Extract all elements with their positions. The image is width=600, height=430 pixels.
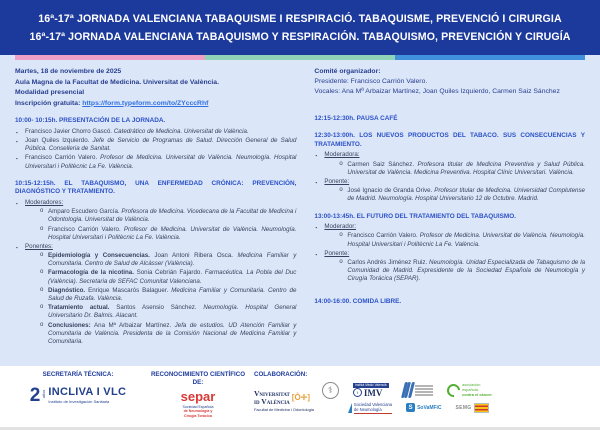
bullet-circle-icon: o (40, 252, 44, 259)
speaker-name: José Ignacio de Granda Orive. (347, 187, 435, 195)
speaker-row (40, 269, 296, 285)
group-label-row (314, 250, 585, 258)
speaker-row (339, 232, 585, 248)
bullet-circle-icon: o (40, 225, 44, 232)
talk-topic: Tratamiento actual. (48, 304, 117, 312)
session-title: 12:30-13:00h. LOS NUEVOS PRODUCTOS DEL TABACO. SUS CONSECUENCIAS Y TRATAMIENTO. (314, 132, 585, 148)
sovamfic-logo: S SoVaMFiC (406, 403, 441, 412)
colaboracion-block (254, 371, 586, 430)
speaker-role: Jefe de Servicio de Programas de Salud. Dirección General de Salud Pública. Conselleria de Sanitat. (25, 136, 297, 153)
speaker-name: Joan Quiles Izquierdo. (25, 136, 93, 144)
program-right-sessions (314, 115, 585, 307)
speaker-name: Ana Mª Arbaizar Martínez. (94, 321, 175, 329)
speaker-name: Enrique Mascarós Balaguer. (88, 286, 172, 294)
event-venue: Aula Magna de la Facultat de Medicina. Universitat de València. (15, 78, 219, 86)
group-label: Ponentes: (25, 242, 53, 250)
incliva-anniversary-number: 2 (29, 384, 41, 406)
uv-sundial-icon: [Ò✛] (291, 393, 311, 403)
registration-label: Inscripción gratuita: (15, 99, 83, 107)
header-banner (0, 0, 600, 55)
event-modality: Modalidad presencial (15, 89, 85, 97)
speaker-name: Francisco Carrión Valero. (25, 154, 101, 162)
bullet-square-icon: ▪ (315, 180, 318, 186)
speaker-name: Joan Antoni Ribera Osca. (154, 252, 238, 260)
group-label: Moderador: (324, 223, 357, 231)
speaker-row (339, 187, 585, 203)
group-label: Ponente: (324, 249, 350, 257)
semg-logo: SEMG (456, 403, 490, 413)
speaker-text (48, 304, 296, 320)
speaker-row (15, 128, 296, 136)
session-block (15, 180, 296, 346)
logo-row-1 (322, 382, 586, 399)
speaker-role: Catedrático de Medicina. Universitat de València. (113, 127, 249, 135)
bullet-square-icon: ▪ (16, 138, 18, 144)
talk-topic: Farmacología de la nicotina. (48, 269, 137, 277)
footer (0, 366, 600, 430)
secretaria-heading: SECRETARÍA TÉCNICA: (42, 371, 114, 378)
speaker-role: Profesor titular de Medicina. Universidad Complutense de Madrid. Neumología. Hospital Universitario 12 de Octubre. Madrid. (347, 187, 585, 203)
program-left-sessions (15, 117, 296, 346)
speaker-text (347, 187, 585, 203)
incliva-logo (14, 386, 142, 405)
speaker-name: Sonia Cebrián Fajardo. (136, 269, 205, 277)
speaker-role: Medicina Familiar y Comunitaria. Centro de Salud de Ruzafa. València. (48, 286, 297, 303)
speaker-role: Neumología. Hospital General Universitario Dr. Balmis. Alacant. (48, 304, 297, 320)
committee-title: Comité organizador: (314, 68, 381, 75)
session-title: 10:15-12:15h. EL TABAQUISMO, UNA ENFERMEDAD CRÓNICA: PREVENCIÓN, DIAGNÓSTICO Y TRATAMIENTO. (15, 179, 297, 196)
group-label: Ponente: (324, 178, 350, 186)
bullet-square-icon: ▪ (16, 129, 18, 135)
colegio-medicos-logo (403, 382, 434, 398)
speaker-row (40, 208, 296, 224)
speaker-text (48, 322, 296, 347)
secretaria-tecnica-block (14, 371, 142, 430)
uv-wordmark: Vniversitat id València (254, 388, 290, 406)
speaker-role: Profesor de Medicina. Universitat de València. Neumología. Hospital Universitari i Politècnic La Fe. València. (48, 225, 297, 241)
talk-topic: Epidemiología y Consecuencias. (48, 252, 155, 260)
imv-emblem-icon: ⚕ (353, 388, 362, 397)
registration-line (15, 99, 296, 110)
program-content (0, 60, 600, 366)
speaker-text (347, 232, 585, 248)
speaker-role: Farmacéutica. La Pobla del Duc (València). Secretaria de SEFAC Comunitat Valenciana. (48, 269, 297, 285)
logo-row-2 (322, 402, 586, 414)
incliva-anniversary-years: años (42, 390, 47, 399)
uv-logo (254, 390, 314, 412)
registration-link[interactable]: https://form.typeform.com/to/ZYcccRhf (82, 99, 209, 107)
uv-faculty-label: Facultat de Medicina i Odontologia (254, 406, 314, 412)
speaker-text (48, 226, 296, 242)
speaker-name: Carlos Andrés Jiménez Ruiz. (347, 259, 430, 266)
group-label: Moderadores: (25, 198, 64, 206)
senyera-flag-icon (474, 403, 489, 413)
speaker-row (339, 259, 585, 284)
group-label: Moderadora: (324, 151, 360, 159)
speaker-name: Francisco Carrión Valero. (48, 225, 124, 233)
speaker-row (40, 287, 296, 303)
session-title: 14:00-16:00. COMIDA LIBRE. (314, 297, 402, 305)
speaker-text (347, 161, 585, 177)
bullet-square-icon: ▪ (16, 244, 18, 250)
collaborator-logos (254, 382, 586, 414)
program-column-left (15, 67, 296, 366)
speaker-name: Amparo Escudero García. (48, 208, 122, 216)
speaker-row (40, 252, 296, 268)
speaker-name: Carmen Saiz Sánchez. (347, 160, 418, 168)
event-date: Martes, 18 de noviembre de 2025 (15, 68, 122, 75)
svn-sail-icon (348, 403, 352, 413)
program-column-right (314, 67, 585, 366)
speaker-role: Profesor de Medicina. Universitat de València. Neumología. Hospital Universitari i Politècnic La Fe. València. (347, 232, 585, 248)
speaker-text (25, 137, 296, 153)
title-spanish: 16ª-17ª JORNADA VALENCIANA TABAQUISMO Y RESPIRACIÓN. TABAQUISMO, PREVENCIÓN Y CIRUGÍA (29, 30, 571, 43)
group-label-row (314, 223, 585, 231)
svn-wordmark: Sociedad Valenciana de Neumología (354, 402, 392, 414)
speaker-row (40, 322, 296, 347)
talk-topic: Conclusiones: (48, 321, 95, 329)
session-title: 12:15-12:30h. PAUSA CAFÉ (314, 114, 398, 122)
group-label-row (314, 178, 585, 186)
bullet-square-icon: ▪ (315, 225, 318, 231)
speaker-row (40, 304, 296, 320)
title-valencian: 16ª-17ª JORNADA VALENCIANA TABAQUISME I RESPIRACIÓ. TABAQUISME, PREVENCIÓ I CIRURGIA (38, 12, 562, 25)
reconocimiento-block (148, 371, 248, 430)
group-label-row (314, 151, 585, 159)
speaker-name: Santos Asensio Sánchez. (116, 304, 204, 312)
group-label-row (15, 199, 296, 207)
speaker-text (347, 259, 585, 284)
incliva-wordmark: INCLIVA I VLC Instituto de Investigación Sanitaria (48, 385, 127, 404)
bullet-circle-icon: o (339, 259, 343, 265)
speaker-role: Medicina Familiar y Comunitaria. Centro de Salud de Alcàsser (València). (48, 252, 297, 268)
speaker-row (15, 154, 296, 170)
speaker-role: Profesora titular de Medicina Preventiva y Salud Pública. Universitat de València. Medicina Preventiva. Hospital Clínic Universitari. València. (347, 160, 585, 176)
speaker-text (48, 287, 296, 303)
speaker-row (15, 137, 296, 153)
bullet-circle-icon: o (40, 286, 44, 293)
committee-members: Vocales: Ana Mª Arbaizar Martínez, Joan Quiles Izquierdo, Carmen Saiz Sánchez (314, 88, 560, 96)
speaker-text (48, 208, 296, 224)
event-info (15, 67, 296, 109)
separ-logo: separ Sociedad Española de Neumología y Cirugía Torácica (148, 390, 248, 419)
bullet-circle-icon: o (40, 304, 44, 311)
speaker-role: Neumología. Unidad Especializada de Tabaquismo de la Comunidad de Madrid. Expresidente de la Sociedad Española de Neumología y Cirugía Torácica (SEPAR). (347, 259, 586, 283)
session-block (314, 132, 585, 203)
session-block (314, 298, 585, 307)
imv-logo: Institut Mèdic Valencià ⚕ IMV (354, 382, 387, 398)
speaker-text (25, 154, 296, 170)
speaker-role: Profesor de Medicina. Universitat de València. Neumología. Hospital Universitari i Politècnic La Fe. València. (25, 154, 297, 170)
aecc-g-icon (444, 381, 462, 399)
speaker-name: Francisco Carrión Valero. (347, 232, 420, 240)
group-label-row (15, 243, 296, 251)
bullet-square-icon: ▪ (16, 156, 18, 162)
session-block (314, 115, 585, 124)
bullet-circle-icon: o (339, 160, 343, 167)
session-block (314, 213, 585, 284)
bullet-square-icon: ▪ (315, 251, 318, 257)
separ-subtitle: Sociedad Española de Neumología y Cirugía Torácica (182, 404, 214, 418)
speaker-text (25, 128, 296, 136)
session-title: 13:00-13:45h. EL FUTURO DEL TRATAMIENTO DEL TABAQUISMO. (314, 212, 516, 220)
session-block (15, 117, 296, 171)
speaker-text (48, 269, 296, 285)
bullet-square-icon: ▪ (315, 153, 318, 159)
speaker-name: Francisco Javier Chorro Gascó. (25, 127, 114, 135)
bullet-circle-icon: o (40, 269, 44, 276)
bullet-circle-icon: o (40, 321, 44, 328)
speaker-role: Jefa de estudios. UD Atención Familiar y Comunitaria de València. Presidenta de la Comisión Nacional de Medicina Familiar y Comunitaria. (48, 321, 297, 345)
reconocimiento-heading: RECONOCIMIENTO CIENTÍFICO DE: (150, 371, 246, 386)
sovamfic-s-icon: S (406, 403, 415, 412)
speaker-text (48, 252, 296, 268)
logo-grid (322, 382, 586, 414)
bullet-circle-icon: o (339, 232, 343, 239)
session-title: 10:00- 10:15h. PRESENTACIÓN DE LA JORNADA. (15, 117, 166, 125)
colaboracion-heading: COLABORACIÓN: (254, 371, 308, 378)
bullet-circle-icon: o (339, 187, 343, 194)
speaker-role: Profesora de Medicina. Vicedecana de la Facultat de Medicina i Odontologia. Universitat de València. (48, 208, 297, 224)
aecc-logo (447, 383, 492, 397)
talk-topic: Diagnóstico. (48, 286, 89, 294)
aecc-wordmark: asociación española contra el cáncer (462, 382, 492, 397)
speaker-row (339, 161, 585, 177)
bullet-circle-icon: o (40, 208, 44, 215)
organizing-committee (314, 67, 585, 98)
sociedad-valenciana-neumologia-logo (348, 402, 392, 414)
committee-president: Presidente: Francisco Carrión Valero. (314, 78, 428, 86)
speaker-row (40, 226, 296, 242)
bullet-square-icon: ▪ (16, 200, 18, 206)
medical-crest-icon: ⚕ (322, 382, 339, 399)
